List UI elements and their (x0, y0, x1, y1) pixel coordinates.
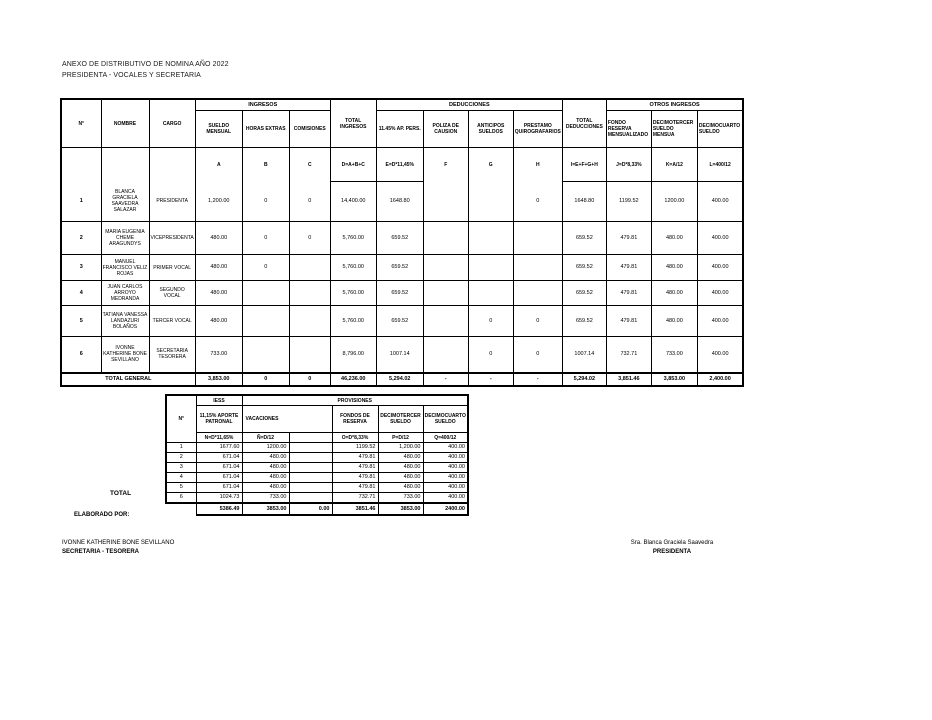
row-number: 2 (166, 453, 196, 463)
data-cell: 659.52 (562, 255, 606, 281)
total-general-label: TOTAL GENERAL (61, 373, 195, 386)
table-row (166, 463, 468, 473)
row-number: 6 (61, 337, 101, 373)
payroll-table (60, 98, 744, 387)
signature-left-role: SECRETARIA - TESORERA (62, 549, 140, 555)
data-cell: 480.00 (195, 306, 242, 337)
data-cell: 479.81 (606, 306, 651, 337)
col-header-cargo: CARGO (149, 99, 195, 148)
data-cell: 671.04 (196, 463, 242, 473)
total-cell: 3853.00 (378, 503, 423, 515)
employee-name: IVONNE KATHERINE BONE SEVILLANO (101, 337, 149, 373)
table-row (166, 473, 468, 483)
col-header-fondos-reserva: FONDOS DE RESERVA (332, 406, 378, 433)
formula-cell (61, 148, 101, 182)
col-header-comisiones: COMISIONES (289, 111, 330, 148)
data-cell: 480.00 (651, 306, 697, 337)
formula-cell: Q=400/12 (423, 433, 468, 443)
formula-cell: G (468, 148, 513, 182)
data-cell: 400.00 (697, 281, 743, 306)
total-cell: - (468, 373, 513, 386)
data-cell: 479.81 (606, 255, 651, 281)
col-header-anticipos: ANTICIPOS SUELDOS (468, 111, 513, 148)
data-cell (242, 281, 289, 306)
data-cell (289, 483, 332, 493)
group-header-ingresos: INGRESOS (195, 99, 330, 111)
data-cell: 659.52 (376, 255, 423, 281)
total-cell: 3,853.00 (195, 373, 242, 386)
data-cell: 480.00 (242, 463, 289, 473)
signature-right-name: Sra. Blanca Graciela Saavedra (630, 540, 714, 546)
data-cell: 0 (468, 337, 513, 373)
col-header-fondo-reserva: FONDO RESERVA MENSUALIZADO (606, 111, 651, 148)
data-cell: 0 (513, 306, 562, 337)
group-header-deducciones: DEDUCCIONES (376, 99, 562, 111)
data-cell: 1199.52 (606, 182, 651, 222)
data-cell: 732.71 (606, 337, 651, 373)
table-row (166, 493, 468, 504)
total-cell: 0 (289, 373, 330, 386)
data-cell: 400.00 (423, 473, 468, 483)
col-header-ap-pers: 11.45% AP. PERS. (376, 111, 423, 148)
data-cell (513, 281, 562, 306)
data-cell: 1,200.00 (378, 443, 423, 453)
group-header-otros-ingresos: OTROS INGRESOS (606, 99, 743, 111)
col-header-horas-extras: HORAS EXTRAS (242, 111, 289, 148)
total-cell: 0.00 (289, 503, 332, 515)
col-header-total-deducciones: TOTAL DEDUCCIONES (562, 99, 606, 148)
employee-name: BLANCA GRACIELA SAAVEDRA SALAZAR (101, 182, 149, 222)
table-row (166, 483, 468, 493)
data-cell: 1,200.00 (195, 182, 242, 222)
row-number: 4 (61, 281, 101, 306)
total-cell: 3851.46 (332, 503, 378, 515)
data-cell: 480.00 (195, 255, 242, 281)
data-cell: 733.00 (195, 337, 242, 373)
formula-cell (149, 148, 195, 182)
data-cell: 671.04 (196, 483, 242, 493)
row-number: 2 (61, 222, 101, 255)
table-row (166, 453, 468, 463)
page-subtitle: PRESIDENTA - VOCALES Y SECRETARIA (62, 71, 201, 79)
data-cell (513, 255, 562, 281)
data-cell: 479.81 (332, 463, 378, 473)
col-header-numero: N° (61, 99, 101, 148)
formula-cell: D=A+B+C (330, 148, 376, 182)
row-number: 1 (61, 182, 101, 222)
employee-name: TATIANA VANESSA LANDAZURI BOLAÑOS (101, 306, 149, 337)
data-cell (423, 255, 468, 281)
col-header-decimotercer: DECIMOTERCER SUELDO (378, 406, 423, 433)
employee-cargo: TERCER VOCAL (149, 306, 195, 337)
total-cell: 5,294.02 (562, 373, 606, 386)
employee-cargo: PRESIDENTA (149, 182, 195, 222)
row-number: 3 (166, 463, 196, 473)
formula-cell (289, 433, 332, 443)
data-cell (289, 443, 332, 453)
formula-cell: K=A/12 (651, 148, 697, 182)
col-header-decimocuarto: DECIMOCUARTO SUELDO (423, 406, 468, 433)
data-cell: 0 (289, 182, 330, 222)
data-cell: 8,796.00 (330, 337, 376, 373)
employee-cargo: VICEPRESIDENTA (149, 222, 195, 255)
signature-left (62, 539, 174, 557)
data-cell: 400.00 (697, 306, 743, 337)
col-header-total-ingresos: TOTAL INGRESOS (330, 99, 376, 148)
formula-cell: Ñ=D/12 (242, 433, 289, 443)
data-cell: 0 (513, 182, 562, 222)
data-cell: 480.00 (242, 473, 289, 483)
data-cell: 5,760.00 (330, 222, 376, 255)
formula-cell: F (423, 148, 468, 182)
col-header-decimotercer: DECIMOTERCER SUELDO MENSUA (651, 111, 697, 148)
total-cell: 46,236.00 (330, 373, 376, 386)
data-cell: 480.00 (378, 483, 423, 493)
data-cell (289, 463, 332, 473)
data-cell (289, 493, 332, 504)
signature-left-name: IVONNE KATHERINE BONE SEVILLANO (62, 540, 175, 546)
formula-row (61, 148, 743, 182)
data-cell: 400.00 (697, 337, 743, 373)
col-header-numero: N° (166, 395, 196, 443)
col-header-aporte-patronal: 11,15% APORTE PATRONAL (196, 406, 242, 433)
data-cell (289, 473, 332, 483)
total-cell: - (513, 373, 562, 386)
formula-cell: C (289, 148, 330, 182)
empty-cell (166, 503, 196, 515)
data-cell: 1648.80 (376, 182, 423, 222)
data-cell: 0 (242, 222, 289, 255)
data-cell: 480.00 (651, 255, 697, 281)
data-cell: 400.00 (423, 443, 468, 453)
data-cell: 480.00 (195, 281, 242, 306)
data-cell (423, 306, 468, 337)
formula-cell: A (195, 148, 242, 182)
group-header-iess: IESS (196, 395, 242, 406)
signature-right (622, 539, 722, 557)
data-cell: 400.00 (697, 222, 743, 255)
data-cell: 733.00 (242, 493, 289, 504)
data-cell: 1648.80 (562, 182, 606, 222)
data-cell: 0 (513, 337, 562, 373)
data-cell: 733.00 (378, 493, 423, 504)
data-cell: 14,400.00 (330, 182, 376, 222)
total-cell: 3,853.00 (651, 373, 697, 386)
provisions-table (165, 394, 469, 516)
data-cell: 479.81 (332, 473, 378, 483)
employee-name: MANUEL FRANCISCO VELIZ ROJAS (101, 255, 149, 281)
data-cell: 659.52 (562, 306, 606, 337)
employee-cargo: SEGUNDO VOCAL (149, 281, 195, 306)
col-header-vacaciones: VACACIONES (242, 406, 332, 433)
data-cell: 659.52 (376, 306, 423, 337)
data-cell: 671.04 (196, 473, 242, 483)
data-cell: 480.00 (378, 453, 423, 463)
table-row (61, 99, 743, 111)
data-cell: 5,760.00 (330, 306, 376, 337)
data-cell (423, 337, 468, 373)
formula-cell: B (242, 148, 289, 182)
data-cell: 480.00 (651, 281, 697, 306)
row-number: 5 (61, 306, 101, 337)
table-row (61, 222, 743, 255)
table-row (61, 281, 743, 306)
data-cell (242, 337, 289, 373)
formula-cell: I=E+F+G+H (562, 148, 606, 182)
total-cell: 3853.00 (242, 503, 289, 515)
data-cell: 732.71 (332, 493, 378, 504)
formula-cell: J=D*8,33% (606, 148, 651, 182)
data-cell: 0 (468, 306, 513, 337)
table-row (61, 255, 743, 281)
row-number: 5 (166, 483, 196, 493)
data-cell: 480.00 (242, 483, 289, 493)
data-cell: 480.00 (195, 222, 242, 255)
data-cell: 1200.00 (242, 443, 289, 453)
formula-row (166, 433, 468, 443)
row-number: 3 (61, 255, 101, 281)
employee-cargo: SECRETARIA TESORERA (149, 337, 195, 373)
data-cell: 479.81 (606, 281, 651, 306)
data-cell: 479.81 (332, 483, 378, 493)
total-cell: 2400.00 (423, 503, 468, 515)
formula-cell: L=400/12 (697, 148, 743, 182)
table-row (61, 182, 743, 222)
data-cell (423, 182, 468, 222)
data-cell (289, 255, 330, 281)
col-header-nombre: NOMBRE (101, 99, 149, 148)
data-cell (423, 222, 468, 255)
provisions-total-row (166, 503, 468, 515)
total-cell: 2,400.00 (697, 373, 743, 386)
data-cell (289, 306, 330, 337)
col-header-decimocuarto: DECIMOCUARTO SUELDO (697, 111, 743, 148)
row-number: 4 (166, 473, 196, 483)
total-cell: 5386.49 (196, 503, 242, 515)
page-title: ANEXO DE DISTRIBUTIVO DE NOMINA AÑO 2022 (62, 61, 229, 68)
total-cell: 3,851.46 (606, 373, 651, 386)
data-cell (468, 182, 513, 222)
table-row (166, 443, 468, 453)
data-cell (289, 281, 330, 306)
data-cell: 0 (289, 222, 330, 255)
formula-cell: E=D*11,45% (376, 148, 423, 182)
data-cell (242, 306, 289, 337)
data-cell (468, 255, 513, 281)
data-cell: 400.00 (423, 483, 468, 493)
table-row (61, 337, 743, 373)
data-cell: 480.00 (378, 463, 423, 473)
data-cell (289, 337, 330, 373)
employee-name: JUAN CARLOS ARROYO MEDRANDA (101, 281, 149, 306)
data-cell: 480.00 (242, 453, 289, 463)
table-row (166, 395, 468, 406)
col-header-sueldo-mensual: SUELDO MENSUAL (195, 111, 242, 148)
table-row (166, 406, 468, 433)
data-cell: 400.00 (697, 182, 743, 222)
data-cell: 479.81 (606, 222, 651, 255)
data-cell: 5,760.00 (330, 281, 376, 306)
data-cell: 1007.14 (562, 337, 606, 373)
formula-cell: N=D*11,65% (196, 433, 242, 443)
data-cell: 1007.14 (376, 337, 423, 373)
data-cell: 0 (242, 255, 289, 281)
data-cell (289, 453, 332, 463)
total-cell: - (423, 373, 468, 386)
data-cell: 659.52 (562, 222, 606, 255)
total-general-row (61, 373, 743, 386)
data-cell (468, 222, 513, 255)
data-cell: 400.00 (423, 453, 468, 463)
data-cell: 0 (242, 182, 289, 222)
data-cell: 400.00 (697, 255, 743, 281)
data-cell: 1024.73 (196, 493, 242, 504)
data-cell: 671.04 (196, 453, 242, 463)
data-cell (513, 222, 562, 255)
col-header-prestamo: PRESTAMO QUIROGRAFARIOS (513, 111, 562, 148)
data-cell: 5,760.00 (330, 255, 376, 281)
data-cell: 1199.52 (332, 443, 378, 453)
data-cell: 659.52 (562, 281, 606, 306)
group-header-provisiones: PROVISIONES (242, 395, 468, 406)
data-cell: 480.00 (651, 222, 697, 255)
row-number: 1 (166, 443, 196, 453)
signature-right-role: PRESIDENTA (652, 549, 692, 555)
total-cell: 0 (242, 373, 289, 386)
data-cell (468, 281, 513, 306)
data-cell: 480.00 (378, 473, 423, 483)
employee-cargo: PRIMER VOCAL (149, 255, 195, 281)
col-header-poliza: POLIZA DE CAUSION (423, 111, 468, 148)
data-cell: 479.81 (332, 453, 378, 463)
data-cell: 733.00 (651, 337, 697, 373)
row-number: 6 (166, 493, 196, 504)
data-cell: 659.52 (376, 281, 423, 306)
total-cell: 5,294.02 (376, 373, 423, 386)
data-cell: 1200.00 (651, 182, 697, 222)
data-cell: 1677.60 (196, 443, 242, 453)
data-cell: 659.52 (376, 222, 423, 255)
data-cell: 400.00 (423, 493, 468, 504)
formula-cell (101, 148, 149, 182)
data-cell: 400.00 (423, 463, 468, 473)
formula-cell: O=D*8,33% (332, 433, 378, 443)
formula-cell: H (513, 148, 562, 182)
elaborado-por-label: ELABORADO POR: (74, 512, 130, 518)
provisions-total-label: TOTAL (110, 490, 132, 497)
formula-cell: P=D/12 (378, 433, 423, 443)
data-cell (423, 281, 468, 306)
document-title-block (62, 60, 229, 81)
table-row (61, 306, 743, 337)
employee-name: MARIA EUGENIA CHEME ARAGUNDYS (101, 222, 149, 255)
